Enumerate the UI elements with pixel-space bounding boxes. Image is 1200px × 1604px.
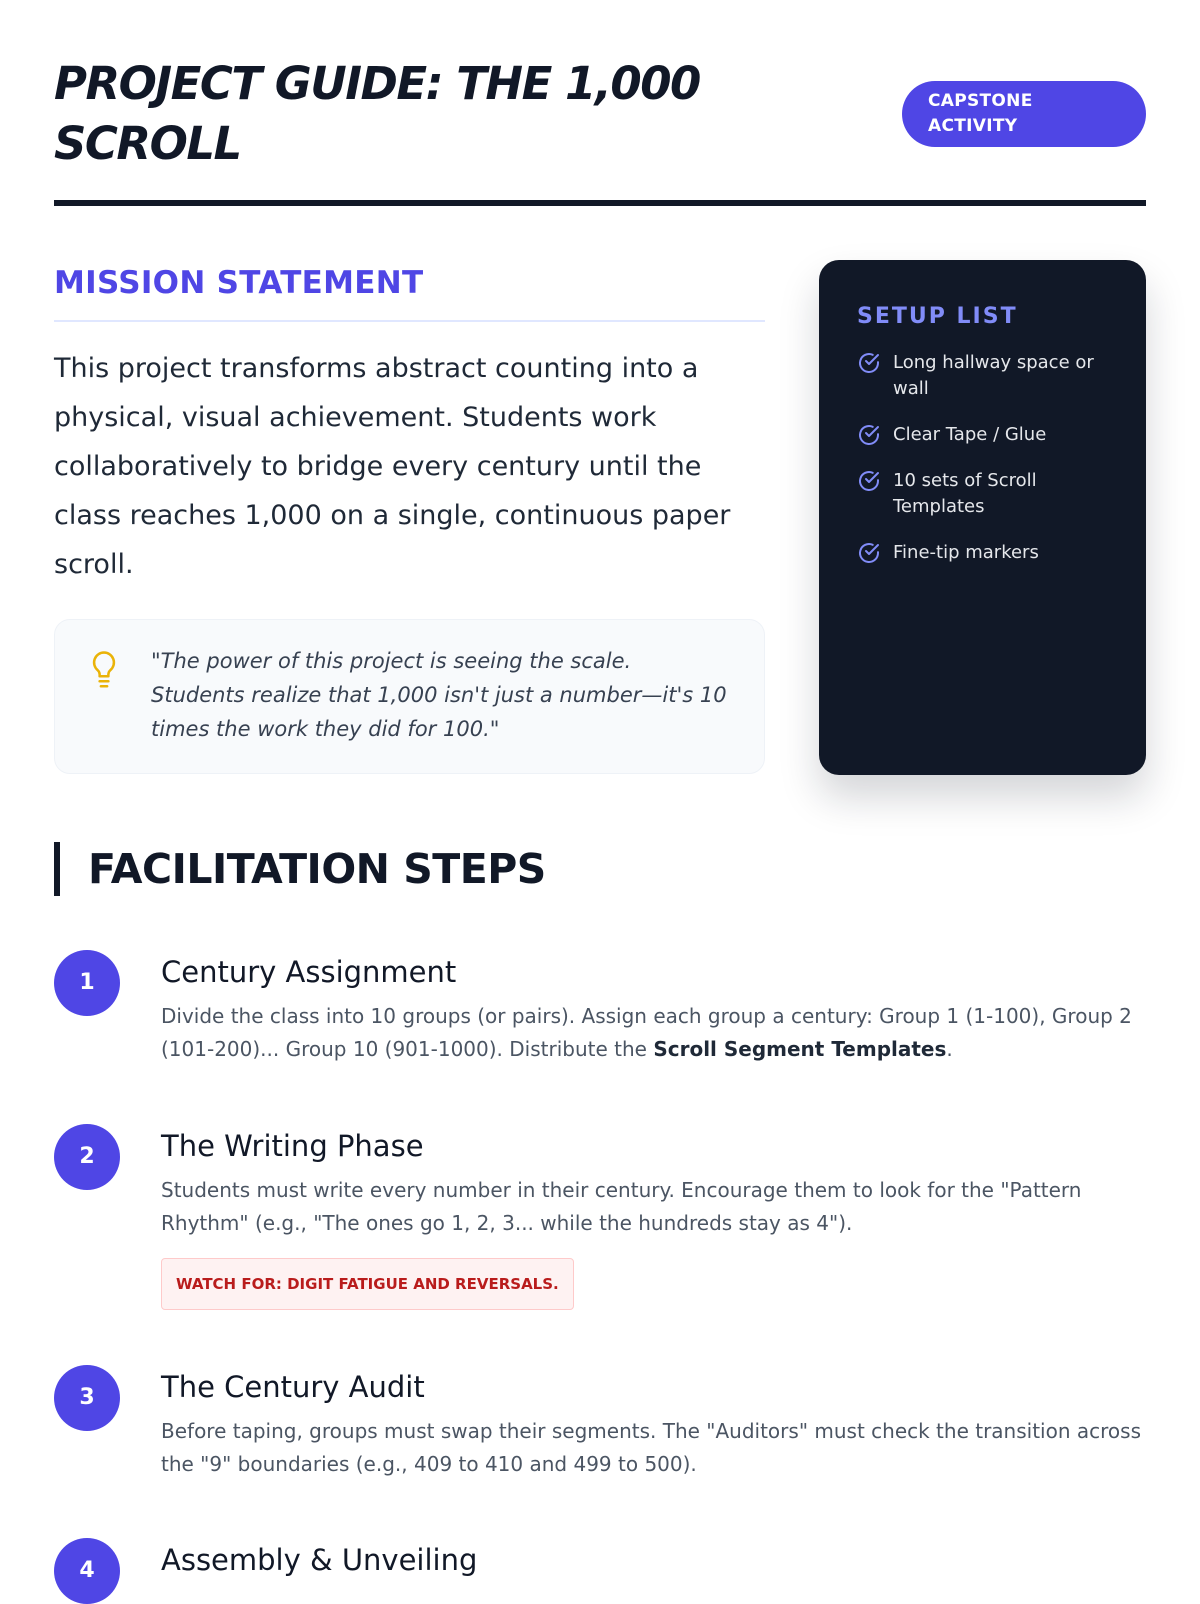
- mission-text: This project transforms abstract counting into a physical, visual achievement. Students work collaboratively to bridge every century until the class reaches 1,000 on a single, continuous paper scroll.: [54, 353, 731, 580]
- check-circle-icon: [857, 351, 881, 375]
- quote-text: "The power of this project is seeing the scale. Students realize that 1,000 isn't just a number—it's 10 times the work they did for 100.": [151, 649, 727, 741]
- step-number-badge: 4: [54, 1538, 120, 1604]
- page-title: PROJECT GUIDE: THE 1,000 SCROLL: [54, 57, 700, 170]
- setup-item: [857, 468, 1108, 520]
- check-circle-icon: [857, 469, 881, 493]
- step-body: [161, 1538, 1146, 1582]
- setup-item-label: Clear Tape / Glue: [893, 424, 1047, 445]
- setup-item-label: Fine-tip markers: [893, 542, 1039, 563]
- check-circle-icon: [857, 423, 881, 447]
- step-body: [161, 950, 1146, 1066]
- facilitation-heading-block: [54, 842, 1146, 898]
- setup-list: [857, 350, 1108, 566]
- step-number-badge: 1: [54, 950, 120, 1016]
- step-title: Century Assignment: [161, 955, 457, 989]
- capstone-badge: CAPSTONE ACTIVITY: [902, 81, 1146, 147]
- step-text-part: Divide the class into 10 groups (or pairs). Assign each group a century: Group 1 (1-100), Group 2 (101-200)... Group 10 (901-1000). Distribute the: [161, 1004, 1132, 1061]
- page-header: [54, 50, 1146, 200]
- setup-list-card: [819, 260, 1146, 775]
- template-name: Scroll Segment Templates: [653, 1037, 947, 1061]
- facilitation-heading: FACILITATION STEPS: [88, 845, 546, 893]
- setup-item-label: Long hallway space or wall: [893, 352, 1094, 399]
- lightbulb-icon: [89, 650, 119, 690]
- heading-accent-bar: [54, 842, 60, 896]
- mission-heading: MISSION STATEMENT: [54, 258, 765, 322]
- step-description: [161, 1000, 1146, 1066]
- setup-list-title: SETUP LIST: [857, 304, 1018, 329]
- step-title: The Writing Phase: [161, 1129, 424, 1163]
- step-text-part: .: [946, 1037, 953, 1061]
- mission-section: [54, 258, 765, 741]
- setup-item: [857, 350, 1108, 402]
- setup-item: [857, 422, 1108, 448]
- step-title: Assembly & Unveiling: [161, 1543, 478, 1577]
- setup-item: [857, 540, 1108, 566]
- step-body: [161, 1365, 1146, 1481]
- step-body: [161, 1124, 1146, 1310]
- step-description: Students must write every number in their century. Encourage them to look for the "Pattern Rhythm" (e.g., "The ones go 1, 2, 3... while the hundreds stay as 4").: [161, 1178, 1082, 1235]
- check-circle-icon: [857, 541, 881, 565]
- warning-tag: WATCH FOR: DIGIT FATIGUE AND REVERSALS.: [161, 1258, 574, 1310]
- project-guide-page: [54, 0, 1146, 1600]
- setup-item-label: 10 sets of Scroll Templates: [893, 470, 1037, 517]
- quote-callout: [54, 619, 765, 774]
- header-divider: [54, 200, 1146, 206]
- step-number-badge: 3: [54, 1365, 120, 1431]
- step-description: Before taping, groups must swap their segments. The "Auditors" must check the transition across the "9" boundaries (e.g., 409 to 410 and 499 to 500).: [161, 1419, 1141, 1476]
- step-number-badge: 2: [54, 1124, 120, 1190]
- step-title: The Century Audit: [161, 1370, 425, 1404]
